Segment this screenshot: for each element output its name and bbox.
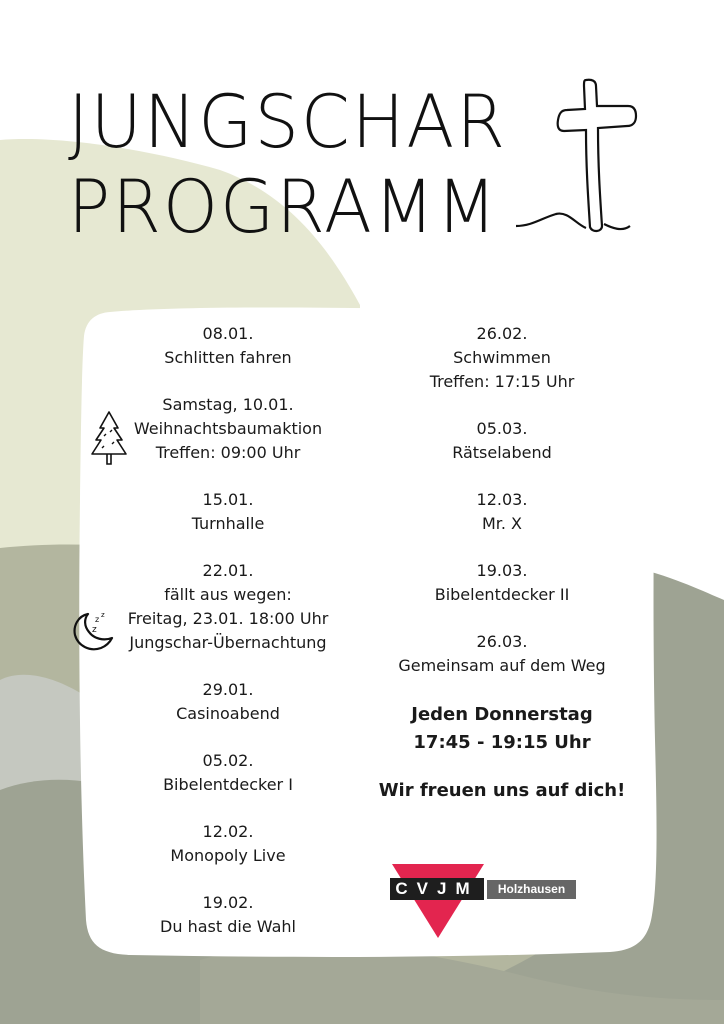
entry-date: 15.01. xyxy=(202,490,254,509)
program-entry xyxy=(372,488,632,536)
entry-text: Schlitten fahren xyxy=(164,348,292,367)
program-entry xyxy=(372,559,632,607)
entry-date: 05.03. xyxy=(476,419,528,438)
entry-date: 19.02. xyxy=(202,893,254,912)
page-title-line2: PROGRAMM xyxy=(68,163,499,251)
entry-text: Casinoabend xyxy=(176,704,280,723)
weekly-time: 17:45 - 19:15 Uhr xyxy=(413,732,591,753)
entry-text: Mr. X xyxy=(481,514,523,533)
entry-text: Bibelentdecker II xyxy=(434,585,570,604)
right-entries xyxy=(372,322,632,678)
entry-text: Turnhalle xyxy=(191,514,265,533)
entry-date: 12.02. xyxy=(202,822,254,841)
entry-date: 26.02. xyxy=(476,324,528,343)
entry-text: Du hast die Wahl xyxy=(160,917,296,936)
entry-date: Samstag, 10.01. xyxy=(162,395,294,414)
program-entry xyxy=(98,393,358,465)
svg-text:z: z xyxy=(101,611,105,619)
entry-text: Treffen: 09:00 Uhr xyxy=(155,443,301,462)
entry-text: fällt aus wegen: xyxy=(164,585,292,604)
cvjm-logo-icon xyxy=(390,862,486,942)
logo-letters: CVJM xyxy=(395,879,479,898)
entry-date: 19.03. xyxy=(476,561,528,580)
program-entry xyxy=(372,322,632,394)
entry-text: Rätselabend xyxy=(452,443,552,462)
entry-date: 08.01. xyxy=(202,324,254,343)
entry-date: 05.02. xyxy=(202,751,254,770)
entry-date: 29.01. xyxy=(202,680,254,699)
entry-text: Schwimmen xyxy=(453,348,551,367)
program-entry xyxy=(372,630,632,678)
program-entry xyxy=(98,820,358,868)
entry-text: Gemeinsam auf dem Weg xyxy=(398,656,606,675)
program-entry xyxy=(98,559,358,655)
cross-icon xyxy=(512,76,642,236)
program-entry xyxy=(98,891,358,939)
program-entry xyxy=(98,678,358,726)
entry-text: Bibelentdecker I xyxy=(163,775,293,794)
entry-date: 22.01. xyxy=(202,561,254,580)
entry-text: Monopoly Live xyxy=(170,846,286,865)
logo-location: Holzhausen xyxy=(487,880,576,899)
program-entry xyxy=(98,322,358,370)
weekly-info xyxy=(372,701,632,757)
program-entry xyxy=(372,417,632,465)
program-entry xyxy=(98,749,358,797)
program-right-column xyxy=(372,322,632,805)
entry-text: Treffen: 17:15 Uhr xyxy=(429,372,575,391)
program-entry xyxy=(98,488,358,536)
entry-text: Weihnachtsbaumaktion xyxy=(133,419,323,438)
page-title-line1: JUNGSCHAR xyxy=(68,78,507,166)
entry-date: 26.03. xyxy=(476,632,528,651)
svg-text:z: z xyxy=(92,625,97,635)
entry-date: 12.03. xyxy=(476,490,528,509)
greeting-text: Wir freuen uns auf dich! xyxy=(378,780,626,801)
svg-text:z: z xyxy=(95,615,100,624)
entry-text: Freitag, 23.01. 18:00 Uhr xyxy=(127,609,329,628)
entry-text: Jungschar-Übernachtung xyxy=(129,633,327,652)
weekly-day: Jeden Donnerstag xyxy=(411,704,593,725)
program-left-column xyxy=(98,322,358,962)
